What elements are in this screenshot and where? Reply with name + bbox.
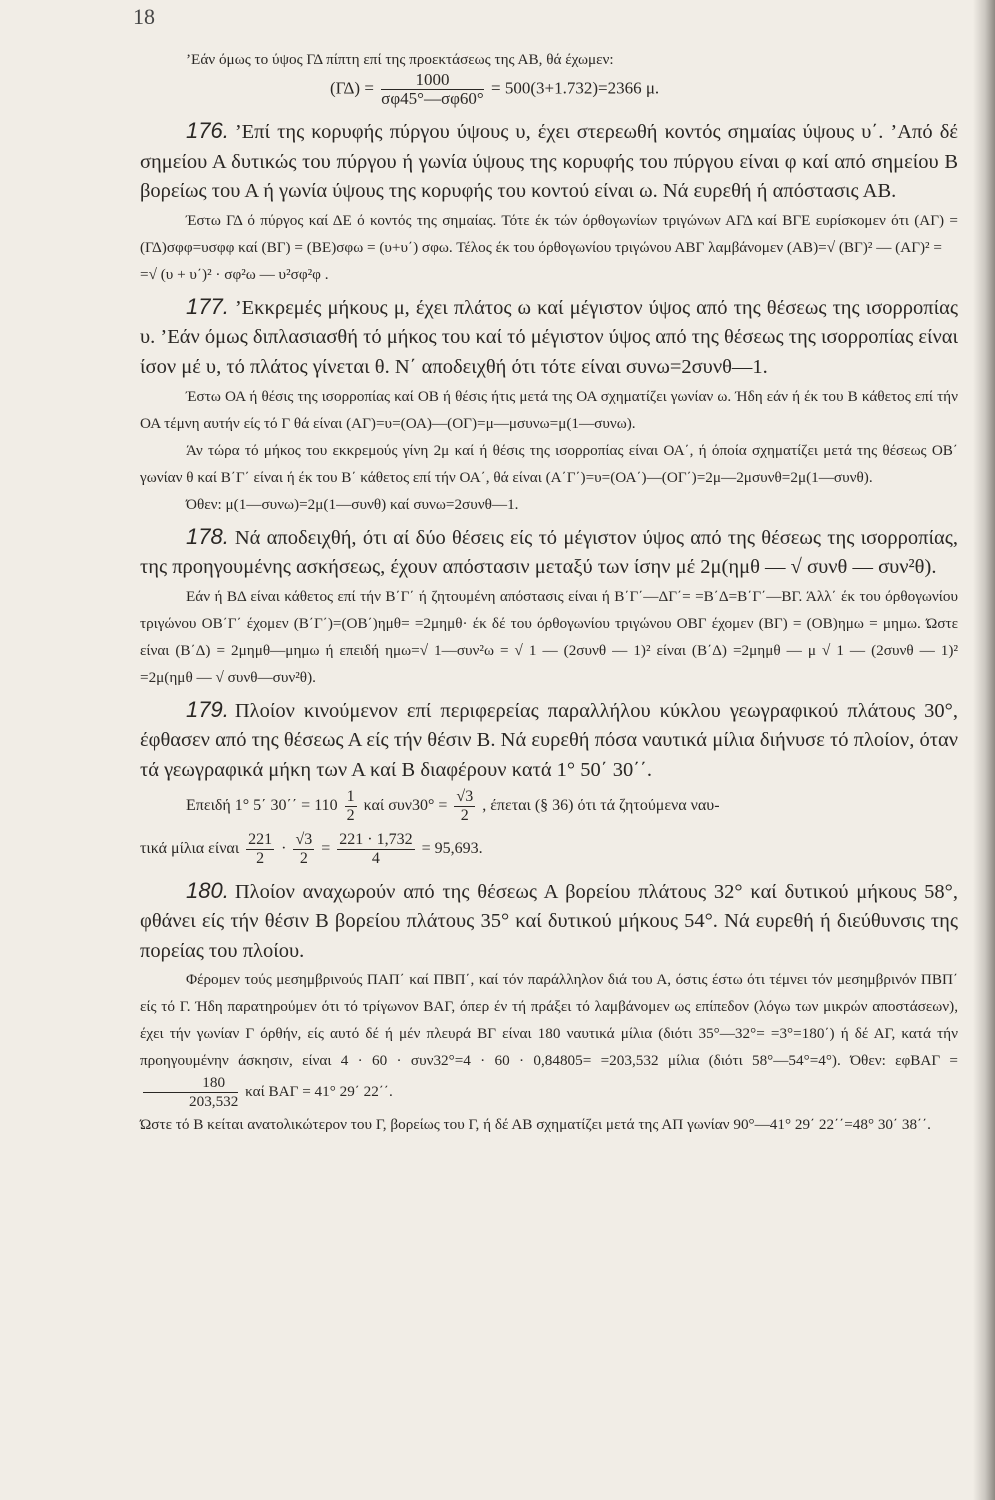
solution-179-result: = 95,693. — [421, 839, 483, 857]
problem-179-text: Πλοίον κινούμενον επί περιφερείας παραλλήλου κύκλου γεωγραφικού πλάτους 30°, έφθασεν από της θέσεως Α είς τήν θέσιν Β. Νά ευρεθή πόσα ναυτικά μίλια διήνυσε τό πλοίον, όταν τά γεωγραφικά μήκη των Α καί Β διαφέρουν κατά 1° 50΄ 30΄΄. — [140, 699, 958, 781]
solution-179-text-a: Επειδή 1° 5΄ 30΄΄ = 110 — [186, 796, 338, 814]
problem-179-number: 179. — [186, 696, 229, 722]
problem-179 — [140, 695, 958, 786]
page-number: 18 — [133, 4, 155, 29]
frac-num: 221 — [248, 830, 273, 848]
solution-179-text-d: τικά μίλια είναι — [140, 839, 240, 857]
fraction-sqrt3-over-2-b — [293, 831, 314, 868]
intro-eq-rhs: = 500(3+1.732)=2366 μ. — [490, 78, 660, 98]
solution-177-part2: Άν τώρα τό μήκος του εκκρεμούς γίνη 2μ καί ή θέσις της ισορροπίας είναι ΟΑ΄, ή όποία σχηματίζει μετά της θέσεως ΟΒ΄ γωνίαν θ καί Β΄Γ΄ είναι ή έκ του Β΄ κάθετος επί τήν ΟΑ΄, θά είναι (Α΄Γ΄)=υ=(ΟΑ΄)—(ΟΓ΄)=2μ—2μσυνθ=2μ(1—συνθ). — [140, 441, 958, 486]
problem-180-number: 180. — [186, 877, 229, 903]
fraction-one-half — [345, 788, 357, 825]
frac-den: 2 — [299, 849, 308, 867]
frac-den: 203,532 — [189, 1093, 239, 1111]
page-edge-shadow — [973, 0, 995, 1500]
frac-num: √3 — [456, 787, 474, 805]
solution-177-part3: Όθεν: μ(1—συνω)=2μ(1—συνθ) καί συνω=2συνθ—1. — [186, 495, 519, 513]
intro-equation — [140, 71, 958, 108]
intro-frac-num: 1000 — [381, 71, 484, 90]
frac-num: 180 — [143, 1074, 238, 1093]
solution-180-angle: καί ΒΑΓ = 41° 29΄ 22΄΄. — [245, 1083, 393, 1101]
equals-sign: = — [321, 839, 331, 857]
intro-line: ’Εάν όμως το ύψος ΓΔ πίπτη επί της προεκτάσεως της ΑΒ, θά έχωμεν: — [186, 51, 614, 68]
fraction-product — [337, 831, 414, 868]
frac-den: 2 — [256, 849, 265, 867]
problem-177-text: ’Εκκρεμές μήκους μ, έχει πλάτος ω καί μέγιστον ύψος από της θέσεως της ισορροπίας υ. ’Εάν όμως διπλασιασθή τό μήκος του καί τό μέγιστον ύψος από της θέσεως της ισορροπίας είναι ίσον μέ υ, τό πλάτος γίνεται θ. Ν΄ αποδειχθή ότι τότε είναι συνω=2συνθ—1. — [140, 296, 958, 378]
solution-179-line1 — [140, 788, 958, 825]
problem-176 — [140, 116, 958, 207]
fraction-221-over-2 — [246, 831, 274, 868]
problem-176-text: ’Επί της κορυφής πύργου ύψους υ, έχει στερεωθή κοντός σημαίας ύψους υ΄. ’Από δέ σημείου Α δυτικώς του πύργου ή γωνία ύψους της κορυφής του πύργου είναι φ καί από σημείου Β βορείως του Α ή γωνία ύψους της κορυφής του κοντού είναι ω. Νά ευρεθή ή απόστασις ΑΒ. — [140, 121, 958, 203]
problem-178-number: 178. — [186, 523, 229, 549]
solution-178: Εάν ή ΒΔ είναι κάθετος επί τήν Β΄Γ΄ ή ζητουμένη απόστασις είναι ή Β΄Γ΄—ΔΓ΄= =Β΄Δ=Β΄Γ΄—ΒΓ. Άλλ΄ έκ του όρθογωνίου τριγώνου ΟΒ΄Γ΄ έχομεν (Β΄Γ΄)=(ΟΒ΄)ημθ= =2μημθ· έκ δέ του όρθογωνίου τριγώνου ΟΒΓ έχομεν (ΒΓ) = (ΟΒ)ημω = μημω. Ώστε είναι (Β΄Δ) = 2μημθ—μημω ή επειδή ημω=√ 1—συν²ω = √ 1 — (2συνθ — 1)² είναι (Β΄Δ) =2μημθ — μ √ 1 — (2συνθ — 1)² =2μ(ημθ — √ συνθ—συν²θ). — [140, 587, 958, 686]
frac-den: 2 — [460, 806, 469, 824]
intro-eq-lhs: (ΓΔ) = — [330, 78, 374, 98]
frac-num: 1 — [346, 787, 355, 805]
solution-179-text-b: καί συν30° = — [363, 796, 448, 814]
problem-177 — [140, 292, 958, 383]
fraction-sqrt3-over-2 — [454, 788, 475, 825]
intro-frac-den: σφ45°—σφ60° — [381, 89, 484, 108]
problem-176-number: 176. — [186, 118, 229, 143]
frac-num: 221 · 1,732 — [339, 830, 413, 848]
frac-den: 2 — [346, 806, 355, 824]
frac-num: √3 — [295, 830, 313, 848]
solution-179-line2 — [140, 831, 958, 868]
problem-180 — [140, 876, 958, 967]
solution-176-result: =√ (υ + υ΄)² · σφ²ω — υ²σφ²φ . — [140, 265, 329, 283]
solution-180-conclusion: Ώστε τό Β κείται ανατολικώτερον του Γ, βορείως του Γ, ή δέ ΑΒ σχηματίζει μετά της ΑΠ γωνίαν 90°—41° 29΄ 22΄΄=48° 30΄ 38΄΄. — [140, 1116, 931, 1134]
problem-177-number: 177. — [186, 293, 229, 319]
dot-operator: · — [281, 839, 287, 857]
intro-fraction — [381, 71, 484, 108]
problem-178-text: Νά αποδειχθή, ότι αί δύο θέσεις είς τό μέγιστον ύψος από της θέσεως της ισορροπίας, της προηγουμένης ασκήσεως, έχουν απόστασιν μεταξύ των ίσην μέ 2μ(ημθ — √ συνθ — συν²θ). — [140, 526, 958, 579]
solution-177-part1: Έστω ΟΑ ή θέσις της ισορροπίας καί ΟΒ ή θέσις ήτις μετά της ΟΑ σχηματίζει γωνίαν ω. Ήδη εάν ή έκ του Β κάθετος επί τήν ΟΑ τέμνη αυτήν είς τό Γ θά είναι (ΑΓ)=υ=(ΟΑ)—(ΟΓ)=μ—μσυνω=μ(1—συνω). — [140, 387, 958, 432]
fraction-tan — [143, 1074, 238, 1111]
solution-180 — [140, 966, 958, 1111]
solution-179-text-c: , έπεται (§ 36) ότι τά ζητούμενα ναυ- — [482, 796, 720, 814]
page-body — [140, 46, 958, 1138]
solution-176: Έστω ΓΔ ό πύργος καί ΔΕ ό κοντός της σημαίας. Τότε έκ τών όρθογωνίων τριγώνων ΑΓΔ καί ΒΓΕ ευρίσκομεν ότι (ΑΓ) = (ΓΔ)σφφ=υσφφ καί (ΒΓ) = (ΒΕ)σφω = (υ+υ΄) σφω. Τέλος έκ του όρθογωνίου τριγώνου ΑΒΓ λαμβάνομεν (ΑΒ)=√ (ΒΓ)² — (ΑΓ)² = — [140, 211, 958, 256]
problem-180-text: Πλοίον αναχωρούν από της θέσεως Α βορείου πλάτους 32° καί δυτικού μήκους 58°, φθάνει είς τήν θέσιν Β βορείου πλάτους 35° καί δυτικού μήκους 54°. Νά ευρεθή ή διεύθυνσις της πορείας του πλοίου. — [140, 880, 958, 962]
problem-178 — [140, 522, 958, 583]
frac-den: 4 — [371, 849, 380, 867]
solution-180-text: Φέρομεν τούς μεσημβρινούς ΠΑΠ΄ καί ΠΒΠ΄, καί τόν παράλληλον διά του Α, όστις έστω ότι τέμνει τόν μεσημβρινόν ΠΒΠ΄ είς τό Γ. Ήδη παρατηρούμεν ότι τό τρίγωνον ΒΑΓ, όπερ έν τή πράξει τό λαμβάνομεν ως επίπεδον (λόγω των μικρών αποστάσεων), έχει τήν γωνίαν Γ όρθήν, είς αυτό δέ ή μέν πλευρά ΒΓ είναι 180 ναυτικά μίλια (διότι 35°—32°= =3°=180΄) ή δέ ΑΓ, κατά τήν προηγουμένην άσκησιν, είναι 4 · 60 · συν32°=4 · 60 · 0,84805= =203,532 μίλια (διότι 58°—54°=4°). Όθεν: εφΒΑΓ = — [140, 971, 958, 1070]
